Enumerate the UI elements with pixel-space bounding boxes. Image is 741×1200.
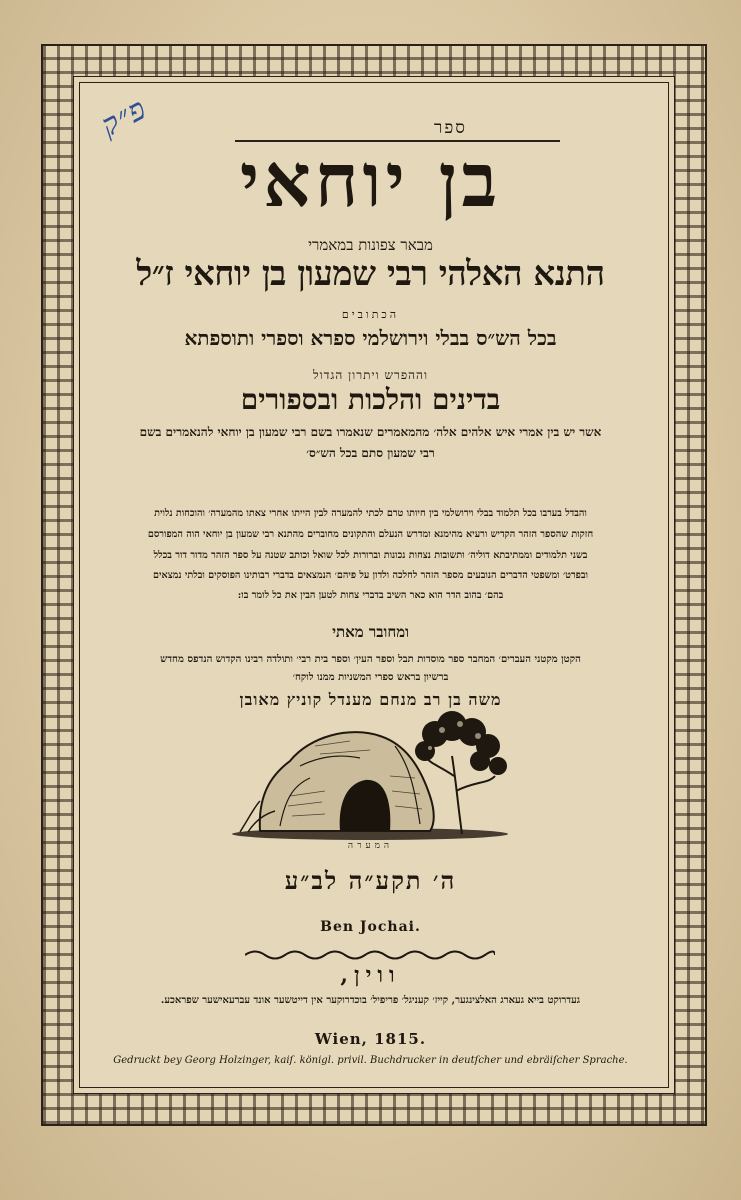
cave-illustration: [230, 706, 510, 842]
paragraph-line: בהם׳ בהוב הדר הוא כאר השיב בדברי צחות לטען הבין את כל לומר בו:: [237, 590, 504, 601]
text-panel: [79, 82, 669, 1088]
city-hebrew: ווין,: [340, 962, 401, 988]
cave-caption: המערה: [347, 841, 394, 851]
author-credits-line-1: הקטן מקטני העברים׳ המחבר ספר מוסדות תבל וספר העין׳ וספר בית רבי׳ ותולדה רבינו הקדוש הנדפס מחדש: [160, 654, 581, 665]
ketuvim-label: הכתובים: [341, 308, 400, 321]
vehahefresh-line: וההפרש ויתרון הגדול: [312, 368, 429, 382]
printer-yiddish: געדרוקט בייא געארג האלצינגער, קייז׳ קעניגל׳ פריפיל׳ בוכדרוקער אין דייטשער אונד עברעאישער שפראכע.: [160, 995, 581, 1006]
paragraph-line: והבדל בערבו בכל תלמוד בבלי וירושלמי בין חיותו טרם לכתי להמערה לבין הייתו אחרי צאתו מהמערה׳ והוכחות נלוית: [154, 508, 587, 519]
umehubar-line: ומחובר מאתי: [332, 623, 409, 641]
printer-german: Gedruckt bey Georg Holzinger, kaiſ. königl. privil. Buchdrucker in deutſcher und ebräiſcher Sprache.: [113, 1055, 628, 1066]
dinim-line: בדינים והלכות ובספורים: [240, 383, 501, 416]
tanna-line: התנא האלהי רבי שמעון בן יוחאי ז״ל: [136, 254, 605, 294]
sefer-label: ספר: [434, 118, 467, 138]
author-credits-line-2: ברשיון בראש ספרי המשניות ממנו לוקח׳: [292, 672, 449, 683]
year-hebrew: ה׳ תקע״ה לב״ע: [284, 866, 457, 895]
latin-title: Ben Jochai.: [320, 919, 421, 935]
library-stamp: פ״ק: [95, 91, 153, 144]
paragraph-line: בשני תלמודים וממתיבתא דוליה׳ ותשובות נצחות נכונות וברורות לכל שואל וכותב שטנה על ספר הזהר מדור דור בכלל: [153, 550, 588, 561]
paragraph-line: ובפרט׳ ומשפטי הדברים הנובעים מספר הזהר לחלכה ולדון על פיהם׳ הנמצאים בדברי רבותינו הפוסקים ובלתי נמצאים: [153, 570, 588, 581]
decorative-rule: [245, 948, 495, 962]
asher-line-2: רבי שמעון סתם בכל הש״ס׳: [306, 446, 435, 460]
asher-line-1: אשר יש בין אמרי איש אלהים אלה׳ מהמאמרים שנאמרו בשם רבי שמעון בן יוחאי להנאמרים בשם: [139, 425, 602, 439]
author-name: משה בן רב מנחם מענדל קוניץ מאובן: [239, 690, 502, 709]
book-title: בן יוחאי: [239, 138, 502, 224]
subtitle: מבאר צפונות במאמרי: [308, 236, 433, 254]
city-year: Wien, 1815.: [314, 1030, 427, 1048]
paragraph-line: חזקות שהספר הזהר הקדיש ורעיא מהימנא ומדרש הנעלם והתקונים מחוברים מהתנא רבי שמעון בן יוחאי הוה המפורסם: [147, 529, 594, 540]
sources-line: בכל הש״ס בבלי וירושלמי ספרא וספרי ותוספתא: [184, 326, 557, 350]
border-middle: [73, 76, 675, 1094]
